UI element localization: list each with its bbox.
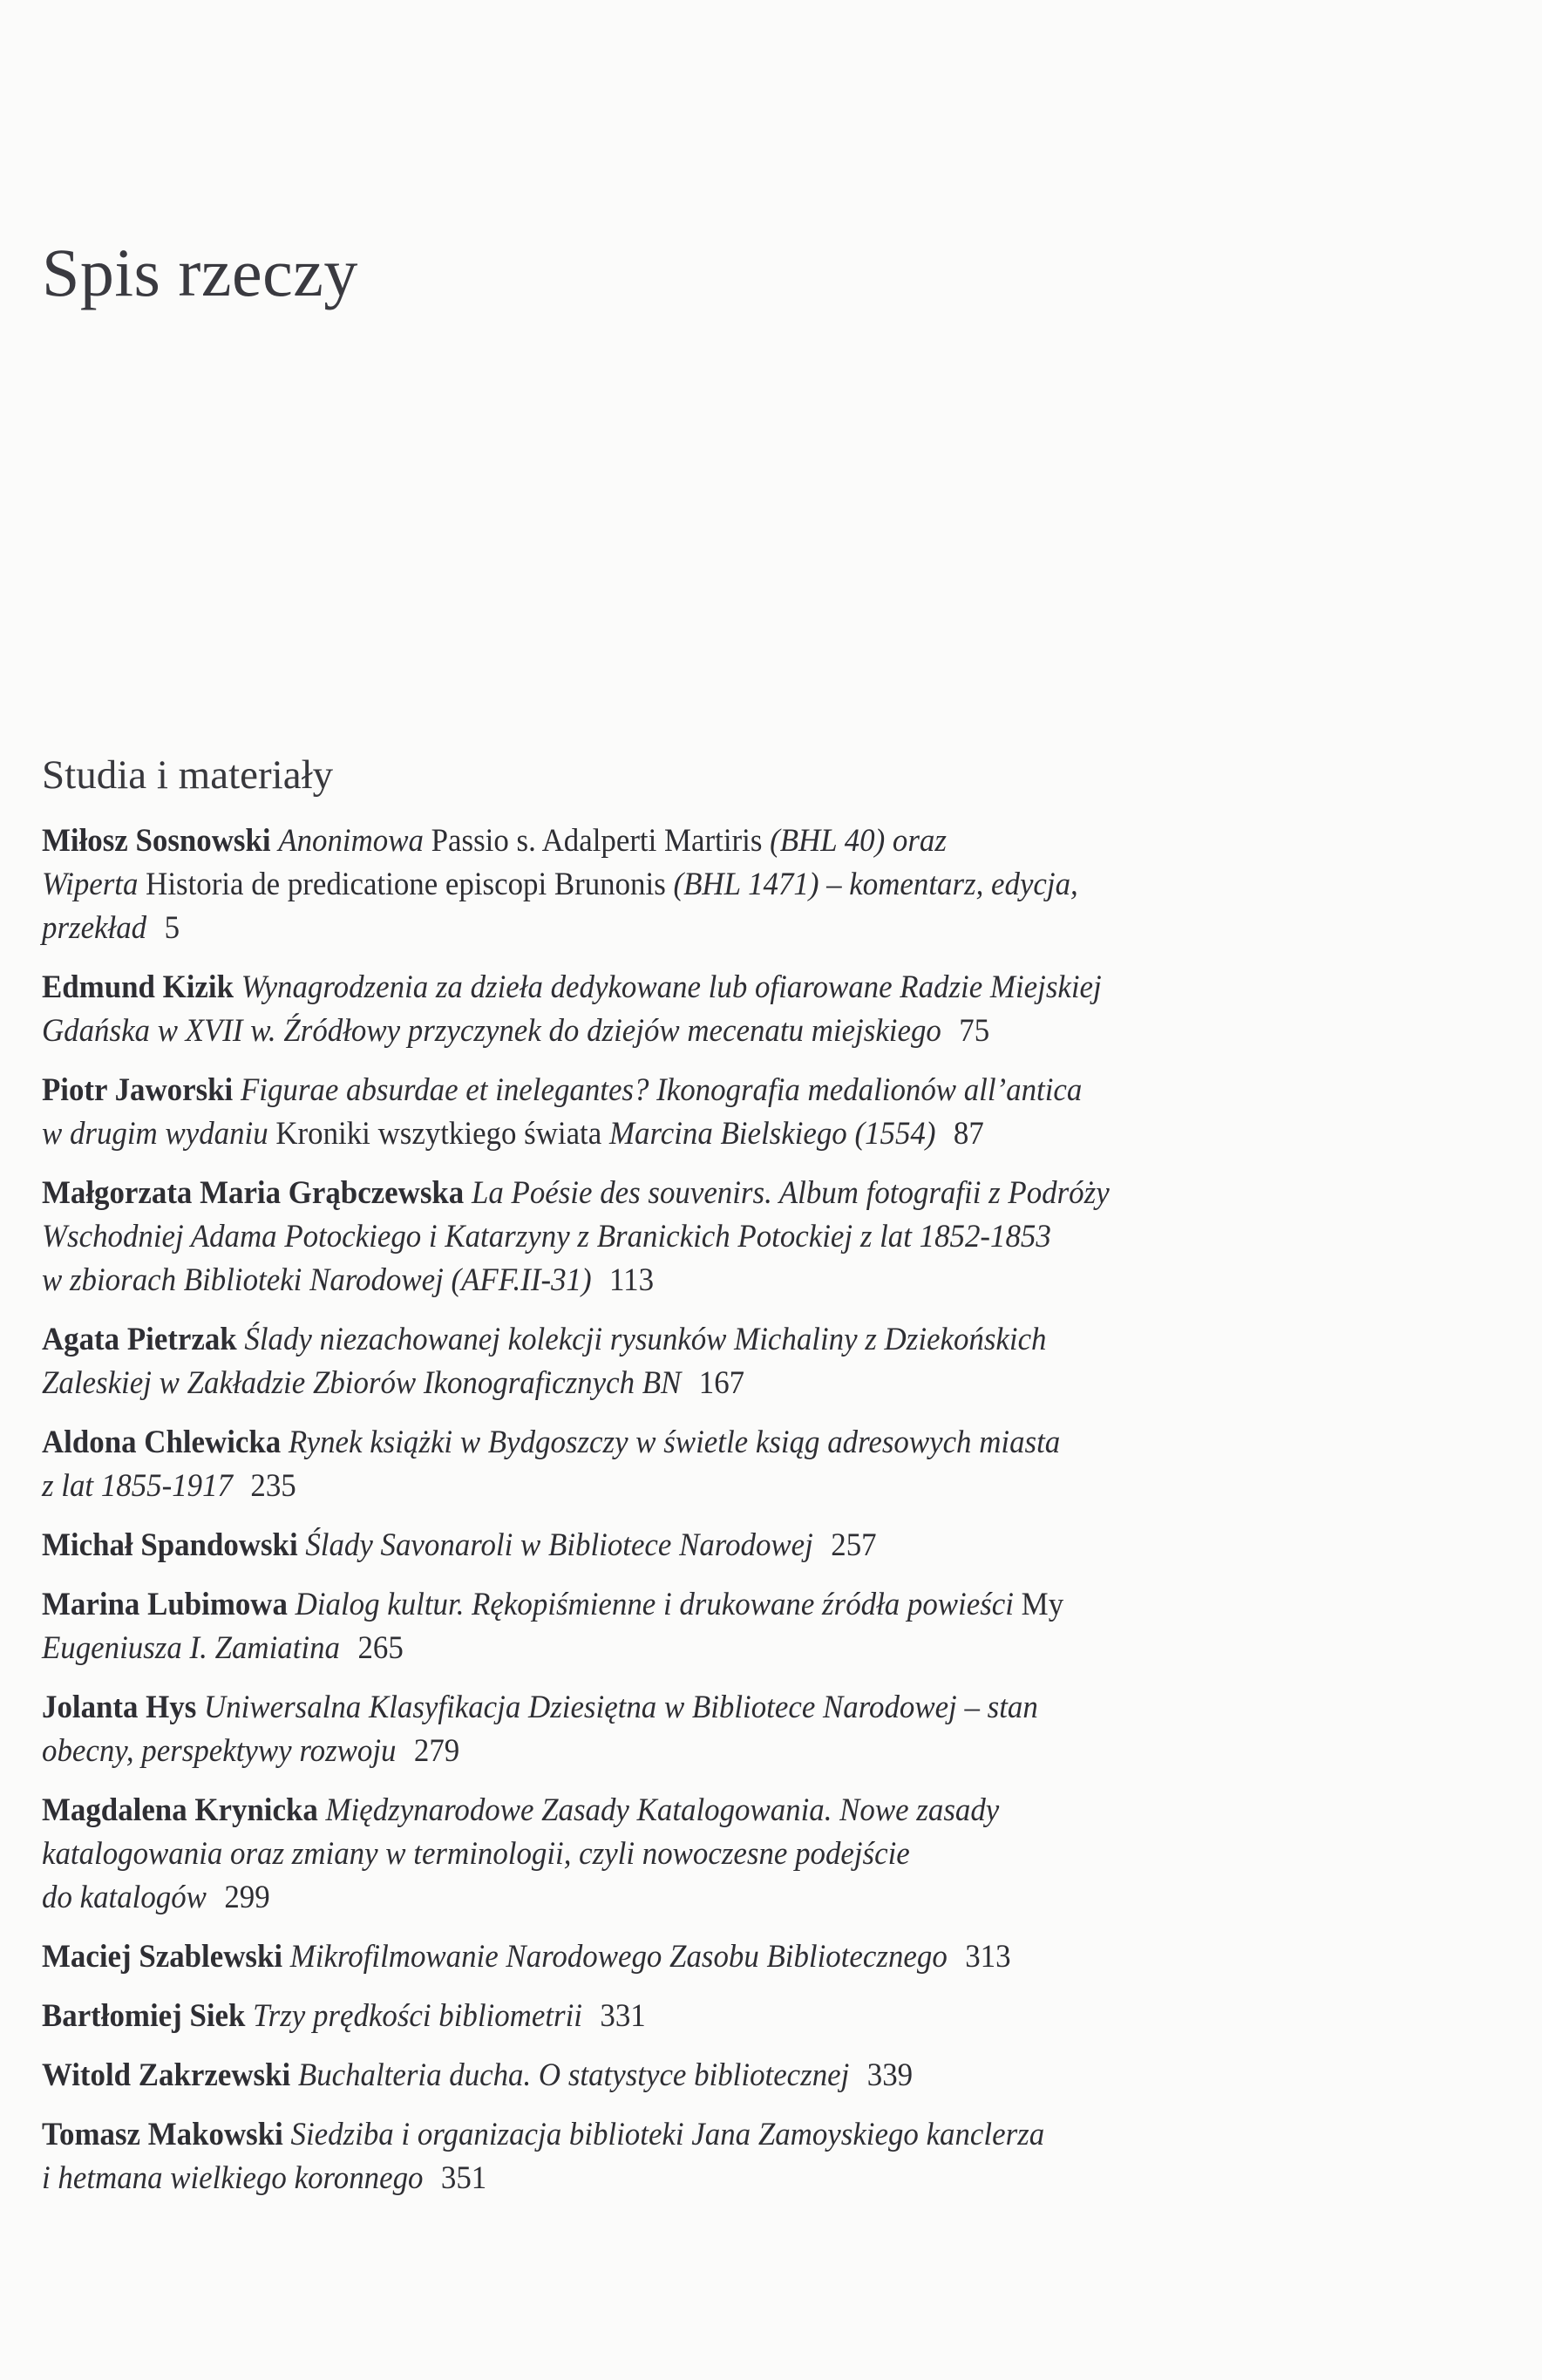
toc-entry-line <box>42 1789 1307 1833</box>
entry-title-segment: Anonimowa <box>278 823 424 859</box>
entry-title-segment: Siedziba i organizacja biblioteki Jana Zamoyskiego kanclerza <box>290 2117 1045 2152</box>
toc-entry <box>42 1935 1402 1979</box>
entry-title-segment: Wiperta <box>42 867 139 902</box>
toc-entry-line <box>42 2157 1307 2200</box>
entry-page-number: 279 <box>413 1733 460 1769</box>
toc-entry <box>42 2113 1402 2200</box>
toc-entry <box>42 1318 1402 1405</box>
section-title: Studia i materiały <box>42 752 334 798</box>
toc-entry-line <box>42 1995 1307 2038</box>
entry-page-number: 257 <box>831 1527 877 1563</box>
toc-entry-line <box>42 1259 1307 1302</box>
toc-entry-line <box>42 1362 1307 1405</box>
entry-title-segment: Kroniki wszytkiego świata <box>268 1116 609 1152</box>
toc-entry-line <box>42 1627 1307 1670</box>
entry-title-segment: Zaleskiej w Zakładzie Zbiorów Ikonograficznych BN <box>42 1365 682 1401</box>
toc-entry-line <box>42 1876 1307 1920</box>
toc-entry-line <box>42 1686 1307 1730</box>
toc-entry-line <box>42 1730 1307 1773</box>
toc-entry-line <box>42 1935 1307 1979</box>
entry-title-segment: Międzynarodowe Zasady Katalogowania. Nowe zasady <box>325 1792 1000 1828</box>
entry-author: Marina Lubimowa <box>42 1587 295 1622</box>
toc-entry-line <box>42 1318 1307 1362</box>
entry-title-segment: Rynek książki w Bydgoszczy w świetle ksiąg adresowych miasta <box>288 1425 1061 1460</box>
entry-title-segment: Uniwersalna Klasyfikacja Dziesiętna w Bibliotece Narodowej – stan <box>204 1690 1038 1725</box>
toc-entry <box>42 2054 1402 2098</box>
entry-page-number: 235 <box>250 1468 296 1504</box>
entry-author: Małgorzata Maria Grąbczewska <box>42 1175 472 1211</box>
toc-entry-line <box>42 1172 1307 1215</box>
entry-title-segment: Buchalteria ducha. O statystyce bibliotecznej <box>297 2057 850 2093</box>
entry-title-segment: (BHL 40) oraz <box>770 823 947 859</box>
entry-page-number: 5 <box>164 910 180 946</box>
toc-entry-line <box>42 1583 1307 1627</box>
entry-title-segment: Ślady niezachowanej kolekcji rysunków Michaliny z Dziekońskich <box>244 1322 1047 1357</box>
entry-title-segment: My <box>1013 1587 1064 1622</box>
toc-entry-line <box>42 1112 1307 1156</box>
entry-author: Edmund Kizik <box>42 969 241 1005</box>
entry-page-number: 339 <box>866 2057 914 2093</box>
entry-title-segment: Mikrofilmowanie Narodowego Zasobu Bibliotecznego <box>289 1939 948 1975</box>
toc-entry-line <box>42 863 1307 907</box>
entry-title-segment: Gdańska w XVII w. Źródłowy przyczynek do dziejów mecenatu miejskiego <box>42 1013 941 1049</box>
toc-entry <box>42 819 1402 950</box>
entry-page-number: 313 <box>965 1939 1011 1975</box>
toc-entry-line <box>42 1465 1307 1508</box>
toc-entry-line <box>42 2054 1307 2098</box>
entry-title-segment: katalogowania oraz zmiany w terminologii, czyli nowoczesne podejście <box>42 1836 910 1872</box>
entry-page-number: 299 <box>224 1880 270 1915</box>
toc-entry <box>42 1686 1402 1773</box>
toc-entry-line <box>42 1524 1307 1567</box>
entry-page-number: 75 <box>959 1013 990 1049</box>
entry-title-segment: obecny, perspektywy rozwoju <box>42 1733 397 1769</box>
toc-entry <box>42 1172 1402 1302</box>
entry-page-number: 113 <box>609 1262 655 1298</box>
entry-author: Miłosz Sosnowski <box>42 823 279 859</box>
entry-title-segment: Ślady Savonaroli w Bibliotece Narodowej <box>305 1527 813 1563</box>
toc-entry <box>42 1421 1402 1508</box>
toc-entry-line <box>42 1215 1307 1259</box>
table-of-contents <box>42 819 1402 2216</box>
entry-author: Michał Spandowski <box>42 1527 306 1563</box>
entry-title-segment: Figurae absurdae et inelegantes? Ikonografia medalionów all’antica <box>240 1072 1083 1108</box>
entry-title-segment: Passio s. Adalperti Martiris <box>423 823 771 859</box>
entry-page-number: 87 <box>953 1116 984 1152</box>
toc-entry <box>42 1789 1402 1920</box>
entry-author: Tomasz Makowski <box>42 2117 291 2152</box>
entry-author: Bartłomiej Siek <box>42 1998 254 2034</box>
entry-title-segment: z lat 1855-1917 <box>42 1468 233 1504</box>
entry-title-segment: Dialog kultur. Rękopiśmienne i drukowane źródła powieści <box>295 1587 1014 1622</box>
entry-author: Magdalena Krynicka <box>42 1792 326 1828</box>
entry-title-segment: Wschodniej Adama Potockiego i Katarzyny z Branickich Potockiej z lat 1852-1853 <box>42 1219 1051 1255</box>
entry-page-number: 265 <box>357 1630 404 1666</box>
toc-entry-line <box>42 966 1307 1010</box>
entry-title-segment: w zbiorach Biblioteki Narodowej (AFF.II-31) <box>42 1262 592 1298</box>
toc-entry-line <box>42 907 1307 950</box>
entry-title-segment: Wynagrodzenia za dzieła dedykowane lub ofiarowane Radzie Miejskiej <box>241 969 1102 1005</box>
entry-title-segment: (BHL 1471) – komentarz, edycja, <box>673 867 1078 902</box>
toc-entry <box>42 1583 1402 1670</box>
toc-entry <box>42 1995 1402 2038</box>
entry-author: Witold Zakrzewski <box>42 2057 298 2093</box>
toc-entry-line <box>42 1069 1307 1112</box>
entry-title-segment: Eugeniusza I. Zamiatina <box>42 1630 340 1666</box>
entry-title-segment: La Poésie des souvenirs. Album fotografii z Podróży <box>471 1175 1110 1211</box>
entry-author: Agata Pietrzak <box>42 1322 245 1357</box>
entry-author: Aldona Chlewicka <box>42 1425 289 1460</box>
toc-entry <box>42 1524 1402 1567</box>
entry-title-segment: Historia de predicatione episcopi Brunonis <box>138 867 674 902</box>
entry-title-segment: i hetmana wielkiego koronnego <box>42 2160 424 2196</box>
entry-page-number: 351 <box>440 2160 487 2196</box>
toc-entry-line <box>42 819 1307 863</box>
toc-entry <box>42 966 1402 1053</box>
page-title: Spis rzeczy <box>42 235 358 310</box>
entry-author: Piotr Jaworski <box>42 1072 241 1108</box>
entry-title-segment: Marcina Bielskiego (1554) <box>608 1116 936 1152</box>
entry-title-segment: przekład <box>42 910 147 946</box>
entry-author: Jolanta Hys <box>42 1690 205 1725</box>
toc-entry-line <box>42 1421 1307 1465</box>
entry-title-segment: Trzy prędkości bibliometrii <box>253 1998 582 2034</box>
toc-entry-line <box>42 1833 1307 1876</box>
toc-entry-line <box>42 2113 1307 2157</box>
entry-title-segment: w drugim wydaniu <box>42 1116 268 1152</box>
entry-page-number: 331 <box>600 1998 646 2034</box>
entry-page-number: 167 <box>698 1365 745 1401</box>
toc-entry-line <box>42 1010 1307 1053</box>
toc-entry <box>42 1069 1402 1156</box>
entry-author: Maciej Szablewski <box>42 1939 290 1975</box>
entry-title-segment: do katalogów <box>42 1880 207 1915</box>
